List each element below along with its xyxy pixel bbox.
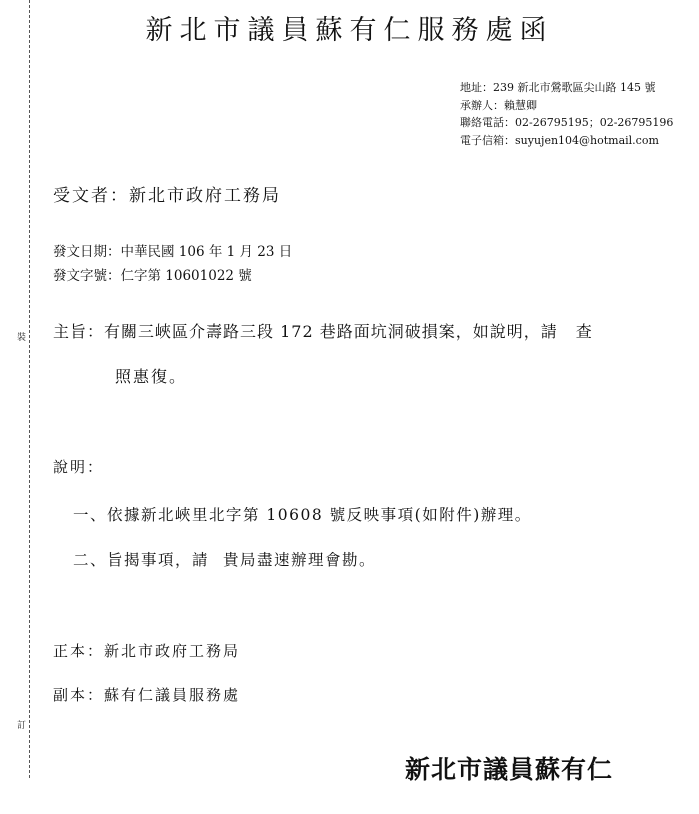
description-label: 說明： <box>53 458 105 476</box>
issue-number: 發文字號：仁字第 10601022 號 <box>53 268 252 284</box>
subject-text: 主旨：有關三峽區介壽路三段 172 巷路面坑洞破損案，如說明，請 <box>53 322 558 341</box>
subject-block <box>53 319 593 386</box>
description-item-2-start: 二、旨揭事項，請 <box>73 551 210 569</box>
description-item-1: 一、依據新北峽里北字第 10608 號反映事項(如附件)辦理。 <box>73 506 532 524</box>
document-title: 新北市議員蘇有仁服務處函 <box>145 15 554 46</box>
subject-text-end: 查 <box>575 322 593 341</box>
issue-date: 發文日期：中華民國 106 年 1 月 23 日 <box>53 244 293 260</box>
subject-line-2: 照惠復。 <box>115 367 188 386</box>
contact-email: 電子信箱：suyujen104@hotmail.com <box>460 133 659 147</box>
signature-stamp: 新北市議員蘇有仁 <box>405 755 614 784</box>
binding-line <box>29 0 30 778</box>
cc-copy-recipient: 副本：蘇有仁議員服務處 <box>53 686 241 704</box>
binding-mark-ding: 訂 <box>17 721 27 731</box>
issue-meta <box>53 240 292 288</box>
main-copy-recipient: 正本：新北市政府工務局 <box>53 642 241 660</box>
description-item-2-end: 貴局盡速辦理會勘。 <box>223 551 377 569</box>
contact-phone: 聯絡電話：02-26795195；02-26795196 <box>460 116 674 129</box>
contact-block <box>460 79 673 149</box>
binding-mark-zhuang: 裝 <box>17 333 27 343</box>
subject-line-1 <box>53 319 593 342</box>
description-item-2 <box>73 548 376 570</box>
contact-address: 地址：239 新北市鶯歌區尖山路 145 號 <box>460 81 656 94</box>
recipient: 受文者：新北市政府工務局 <box>53 186 281 206</box>
contact-handler: 承辦人：賴慧卿 <box>460 98 537 112</box>
